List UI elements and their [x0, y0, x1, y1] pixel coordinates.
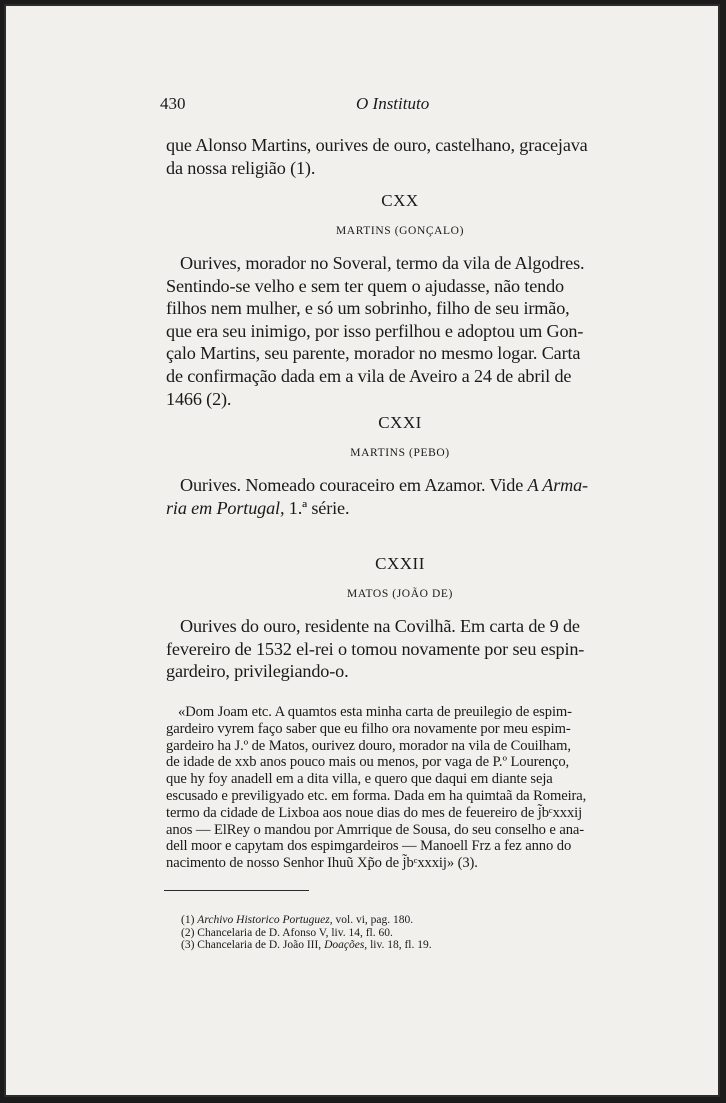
entry-number: CXXI: [378, 413, 422, 432]
entry-body: [166, 474, 634, 519]
running-title: O Instituto: [356, 94, 430, 113]
text-span: A Arma-: [527, 475, 588, 495]
footnote: [181, 914, 511, 927]
footnote-italic: Doações,: [324, 939, 368, 952]
footnote-text: Chancelaria de D. Afonso V, liv. 14, fl. 60.: [197, 926, 393, 939]
page-header: [160, 94, 610, 120]
text-line: que Alonso Martins, ourives de ouro, castelhano, gracejava: [166, 135, 588, 155]
text-span: 1.ª série.: [288, 497, 350, 518]
quote-line: dell moor e capytam dos espimgardeiros — Manoell Frz a fez anno do: [166, 838, 572, 855]
entry-number: CXX: [381, 191, 419, 210]
quoted-document: [166, 704, 634, 872]
quote-line: escusado e previligyado etc. em forma. Dada em ha quimtaã da Romeira,: [166, 787, 587, 804]
entry-body: [166, 615, 634, 683]
quote-line: gardeiro vyrem faço saber que eu filho ora novamente por meu espim-: [166, 720, 571, 737]
page-number: 430: [160, 94, 186, 113]
text-line: gardeiro, privilegiando-o.: [166, 661, 349, 682]
entry-body: [166, 252, 634, 410]
footnote-text: liv. 18, fl. 19.: [370, 939, 432, 952]
text-line: çalo Martins, seu parente, morador no mesmo logar. Carta: [166, 343, 581, 364]
text-line: filhos nem mulher, e só um sobrinho, filho de seu irmão,: [166, 298, 570, 319]
book-page: [4, 4, 720, 1097]
text-line: Ourives do ouro, residente na Covilhã. Em carta de 9 de: [180, 616, 580, 636]
text-line: 1466 (2).: [166, 388, 232, 409]
footnote-marker: (1): [181, 914, 195, 926]
text-line: [166, 474, 634, 497]
entry-name: MATOS (JOÃO DE): [347, 588, 453, 600]
footnote-italic: Archivo Historico Portuguez,: [197, 914, 333, 926]
text-line: da nossa religião (1).: [166, 157, 316, 178]
entry-cxxi: [166, 413, 634, 519]
footnote-text: Chancelaria de D. João III,: [197, 939, 322, 952]
text-line: fevereiro de 1532 el-rei o tomou novamente por seu espin-: [166, 638, 585, 659]
entry-name: MARTINS (GONÇALO): [335, 225, 465, 237]
quote-line: anos — ElRey o mandou por Amrrique de Sousa, do seu conselho e ana-: [166, 821, 585, 838]
footnote-text: vol. vi, pag. 180.: [335, 914, 414, 926]
quote-line: que hy foy anadell em a dita villa, e quero que daqui em diante seja: [166, 771, 553, 788]
footnote: [181, 939, 511, 952]
entry-name: MARTINS (PEBO): [350, 447, 450, 459]
quote-line: nacimento de nosso Senhor Ihuũ Xp̃o de j̃bᶜxxxij» (3).: [166, 855, 478, 872]
quote-line: gardeiro ha J.º de Matos, ourivez douro, morador na vila de Couilham,: [166, 737, 571, 754]
quote-line: de idade de xxb anos pouco mais ou menos, por vaga de P.º Lourenço,: [166, 754, 570, 771]
footnote-marker: (2): [181, 926, 195, 939]
text-line: que era seu inimigo, por isso perfilhou e adoptou um Gon-: [166, 320, 584, 341]
footnotes: [181, 914, 511, 952]
entry-cxx: [166, 191, 634, 410]
continuation-paragraph: [166, 134, 634, 179]
footnote-divider: [164, 890, 309, 891]
entry-number: CXXII: [375, 554, 425, 573]
footnote-marker: (3): [181, 939, 195, 952]
text-line: Ourives, morador no Soveral, termo da vila de Algodres.: [180, 253, 585, 273]
footnote: [181, 927, 511, 940]
text-line: Sentindo-se velho e sem ter quem o ajudasse, não tendo: [166, 275, 564, 296]
text-span: ria em Portugal,: [166, 497, 285, 518]
quote-line: «Dom Joam etc. A quamtos esta minha carta de preuilegio de espim-: [178, 704, 572, 720]
text-line: [166, 497, 634, 520]
text-span: Ourives. Nomeado couraceiro em Azamor. Vide: [180, 475, 524, 495]
entry-cxxii: [166, 554, 634, 683]
text-line: de confirmação dada em a vila de Aveiro a 24 de abril de: [166, 365, 572, 386]
quote-line: termo da cidade de Lixboa aos noue dias do mes de feuereiro de j̃bᶜxxxij: [166, 804, 583, 821]
